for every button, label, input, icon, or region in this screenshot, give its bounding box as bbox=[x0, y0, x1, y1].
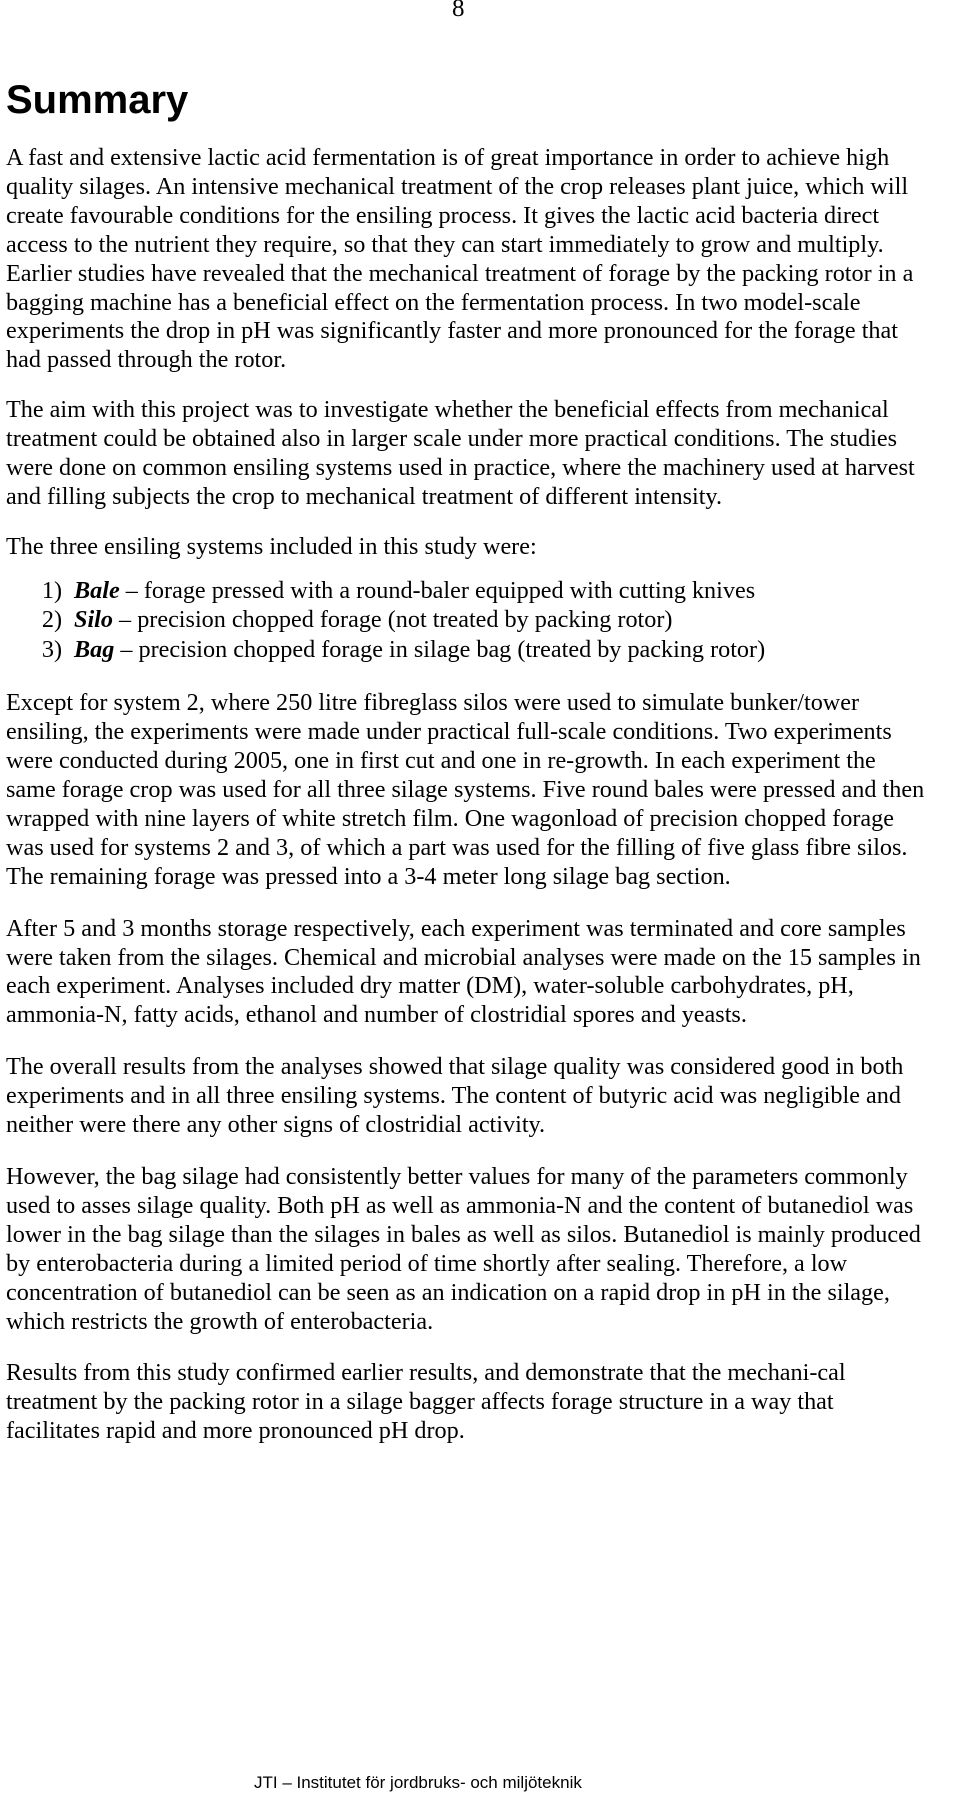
list-item-bale bbox=[6, 576, 930, 606]
paragraph-results: The overall results from the analyses showed that silage quality was considered good in both experiments and in all three ensiling systems. The content of butyric acid was negligible and neither were there any other signs of clostridial activity. bbox=[6, 1053, 904, 1139]
list-item-number: 1) bbox=[41, 576, 62, 604]
paragraph-systems-intro: The three ensiling systems included in this study were: bbox=[6, 532, 537, 560]
page-number: 8 bbox=[452, 0, 465, 22]
summary-body bbox=[6, 144, 930, 1469]
ensiling-systems-list bbox=[6, 576, 930, 665]
page-footer: JTI – Institutet för jordbruks- och miljöteknik bbox=[254, 1773, 582, 1792]
page-title: Summary bbox=[6, 78, 189, 122]
paragraph-conclusion: Results from this study confirmed earlier results, and demonstrate that the mechani-cal treatment by the packing rotor in a silage bagger affects forage structure in a way that facilitates rapid and more pronounced pH drop. bbox=[6, 1359, 846, 1445]
paragraph-sampling: After 5 and 3 months storage respectively, each experiment was terminated and core samples were taken from the silages. Chemical and microbial analyses were made on the 15 samples in each experiment. Analyses included dry matter (DM), water-soluble carbohydrates, pH, ammonia-N, fatty acids, ethanol and number of clostridial spores and yeasts. bbox=[6, 914, 921, 1029]
list-item-number: 2) bbox=[41, 606, 62, 634]
paragraph-bag-results: However, the bag silage had consistently better values for many of the parameters commonly used to asses silage quality. Both pH as well as ammonia-N and the content of butanediol was lower in the bag silage than the silages in bales as well as silos. Butanediol is mainly produced by enterobacteria during a limited period of time shortly after sealing. Therefore, a low concentration of butanediol can be seen as an indication on a rapid drop in pH in the silage, which restricts the growth of enterobacteria. bbox=[6, 1162, 921, 1335]
list-item-number: 3) bbox=[41, 635, 62, 663]
paragraph-method: Except for system 2, where 250 litre fibreglass silos were used to simulate bunker/tower ensiling, the experiments were made under practical full-scale conditions. Two experiments were conducted during 2005, one in first cut and one in re-growth. In each experiment the same forage crop was used for all three silage systems. Five round bales were pressed and then wrapped with nine layers of white stretch film. One wagonload of precision chopped forage was used for systems 2 and 3, of which a part was used for the filling of five glass fibre silos. The remaining forage was pressed into a 3-4 meter long silage bag section. bbox=[6, 689, 925, 890]
system-description-bag: – precision chopped forage in silage bag (treated by packing rotor) bbox=[114, 635, 766, 663]
system-description-bale: – forage pressed with a round-baler equipped with cutting knives bbox=[119, 576, 756, 604]
paragraph-aim: The aim with this project was to investigate whether the beneficial effects from mechanical treatment could be obtained also in larger scale under more practical conditions. The studies were done on common ensiling systems used in practice, where the machinery used at harvest and filling subjects the crop to mechanical treatment of different intensity. bbox=[6, 396, 915, 510]
list-item-silo bbox=[6, 605, 930, 635]
system-description-silo: – precision chopped forage (not treated by packing rotor) bbox=[113, 606, 673, 634]
system-name-bale: Bale bbox=[74, 576, 120, 604]
paragraph-intro: A fast and extensive lactic acid fermentation is of great importance in order to achieve high quality silages. An intensive mechanical treatment of the crop releases plant juice, which will create favourable conditions for the ensiling process. It gives the lactic acid bacteria direct access to the nutrient they require, so that they can start immediately to grow and multiply. Earlier studies have revealed that the mechanical treatment of forage by the packing rotor in a bagging machine has a beneficial effect on the fermentation process. In two model-scale experiments the drop in pH was significantly faster and more pronounced for the forage that had passed through the rotor. bbox=[6, 144, 914, 374]
system-name-bag: Bag bbox=[74, 635, 115, 663]
list-item-bag bbox=[6, 635, 930, 665]
system-name-silo: Silo bbox=[74, 606, 113, 634]
